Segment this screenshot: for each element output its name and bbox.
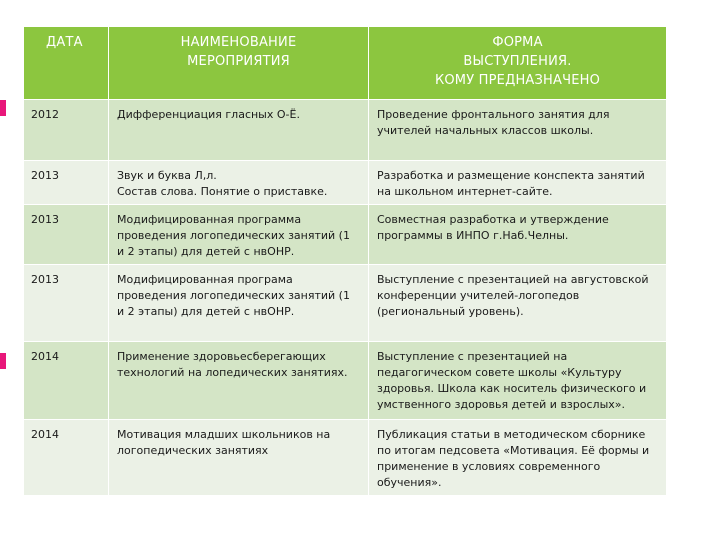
form-cell xyxy=(369,204,666,264)
header-form-line: ФОРМА xyxy=(492,35,543,50)
cell-line: Дифференциация гласных О-Ё. xyxy=(117,108,300,121)
cell-line: применение в условиях современного xyxy=(377,460,601,473)
cell-line: и 2 этапы) для детей с нвОНР. xyxy=(117,305,295,318)
year-cell: 2013 xyxy=(24,160,109,204)
year-cell: 2012 xyxy=(24,99,109,160)
header-event-line: НАИМЕНОВАНИЕ xyxy=(180,35,297,50)
cell-line: Разработка и размещение конспекта занятий xyxy=(377,169,645,182)
event-cell xyxy=(109,160,369,204)
header-date xyxy=(24,27,109,99)
year-cell: 2014 xyxy=(24,419,109,495)
table-row xyxy=(24,341,666,419)
form-cell xyxy=(369,264,666,341)
cell-line: Выступление с презентацией на xyxy=(377,350,568,363)
event-cell xyxy=(109,204,369,264)
table-row xyxy=(24,204,666,264)
cell-line: Состав слова. Понятие о приставке. xyxy=(117,185,328,198)
cell-line: обучения». xyxy=(377,476,442,489)
cell-line: логопедических занятиях xyxy=(117,444,269,457)
cell-line: конференции учителей-логопедов xyxy=(377,289,580,302)
cell-line: на школьном интернет-сайте. xyxy=(377,185,553,198)
cell-line: и 2 этапы) для детей с нвОНР. xyxy=(117,245,295,258)
cell-line: Совместная разработка и утверждение xyxy=(377,213,609,226)
year-cell: 2014 xyxy=(24,341,109,419)
table-row xyxy=(24,264,666,341)
cell-line: Проведение фронтального занятия для xyxy=(377,108,610,121)
event-cell xyxy=(109,99,369,160)
header-event-line: МЕРОПРИЯТИЯ xyxy=(187,54,290,69)
header-form-line: ВЫСТУПЛЕНИЯ. xyxy=(463,54,572,69)
cell-line: проведения логопедических занятий (1 xyxy=(117,289,350,302)
header-form xyxy=(369,27,666,99)
cell-line: Публикация статьи в методическом сборнике xyxy=(377,428,646,441)
cell-line: здоровья. Школа как носитель физического и xyxy=(377,382,647,395)
cell-line: (региональный уровень). xyxy=(377,305,524,318)
cell-line: умственного здоровья детей и взрослых». xyxy=(377,398,625,411)
cell-line: педагогическом совете школы «Культуру xyxy=(377,366,622,379)
table-row xyxy=(24,419,666,495)
year-cell: 2013 xyxy=(24,204,109,264)
cell-line: по итогам педсовета «Мотивация. Её формы и xyxy=(377,444,650,457)
header-date-label: ДАТА xyxy=(46,35,83,50)
cell-line: программы в ИНПО г.Наб.Челны. xyxy=(377,229,569,242)
table-header-row xyxy=(24,27,666,99)
form-cell xyxy=(369,341,666,419)
activity-table xyxy=(24,27,666,495)
header-event xyxy=(109,27,369,99)
cell-line: Выступление с презентацией на августовской xyxy=(377,273,649,286)
cell-line: Модифицированная програма xyxy=(117,273,293,286)
cell-line: проведения логопедических занятий (1 xyxy=(117,229,350,242)
event-cell xyxy=(109,341,369,419)
cell-line: Применение здоровьесберегающих xyxy=(117,350,326,363)
form-cell xyxy=(369,419,666,495)
event-cell xyxy=(109,264,369,341)
form-cell xyxy=(369,99,666,160)
cell-line: Звук и буква Л,л. xyxy=(117,169,217,182)
event-cell xyxy=(109,419,369,495)
cell-line: Мотивация младших школьников на xyxy=(117,428,331,441)
year-cell: 2013 xyxy=(24,264,109,341)
table-row xyxy=(24,99,666,160)
cell-line: учителей начальных классов школы. xyxy=(377,124,594,137)
cell-line: технологий на лопедических занятиях. xyxy=(117,366,348,379)
cell-line: Модифицированная программа xyxy=(117,213,302,226)
form-cell xyxy=(369,160,666,204)
table-row xyxy=(24,160,666,204)
slide-accent-marker xyxy=(0,100,6,116)
slide-accent-marker xyxy=(0,353,6,369)
header-form-line: КОМУ ПРЕДНАЗНАЧЕНО xyxy=(434,73,601,88)
